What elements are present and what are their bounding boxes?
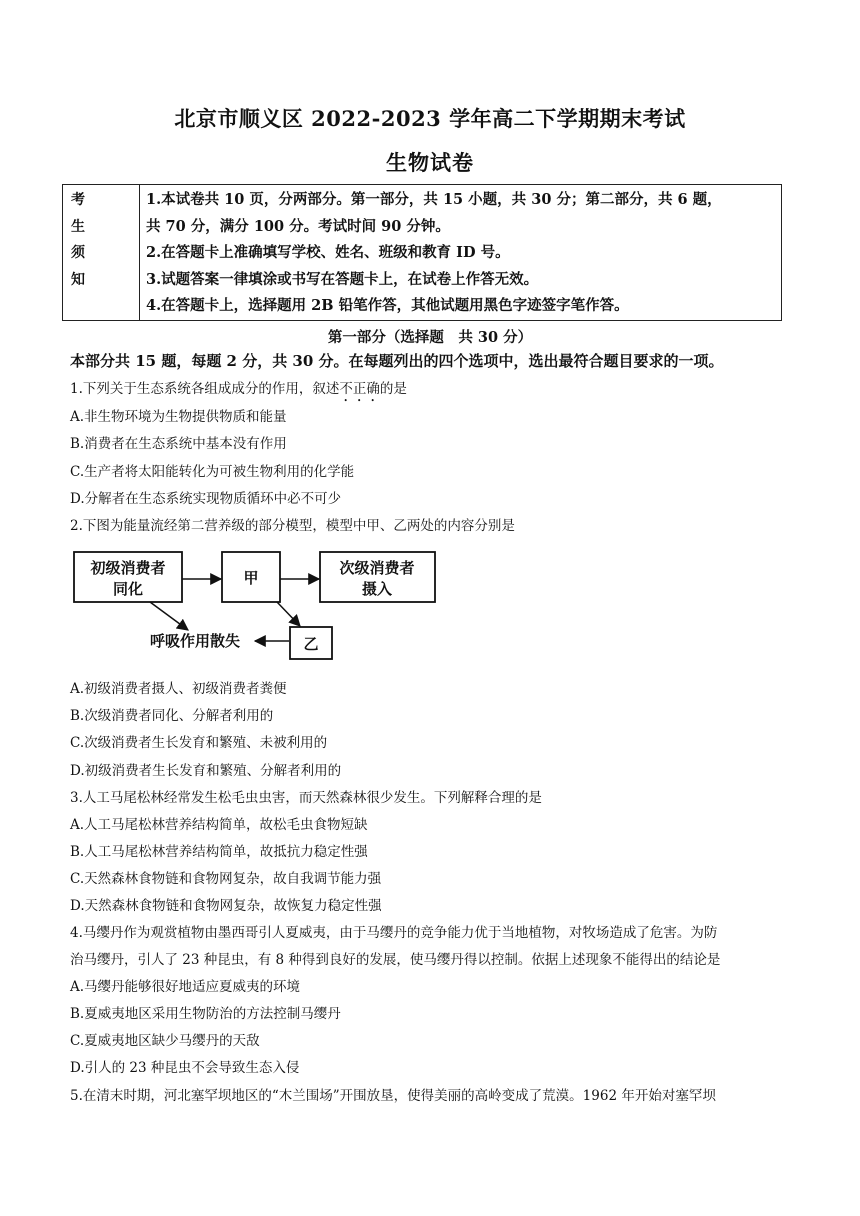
box-secondary-label-2: 摄入 <box>361 580 393 598</box>
q2-option-d: D.初级消费者生长发育和繁殖、分解者利用的 <box>70 763 342 779</box>
q5-stem-line-1: 5.在清末时期，河北塞罕坝地区的“木兰围场”开围放垦，使得美丽的高岭变成了荒漠。1962 年开始对塞罕坝 <box>70 1088 716 1104</box>
q2-option-c: C.次级消费者生长发育和繁殖、未被利用的 <box>70 735 328 751</box>
box-jia-label: 甲 <box>243 569 259 587</box>
arrow-to-respiration <box>150 602 188 630</box>
q1-option-b: B.消费者在生态系统中基本没有作用 <box>70 436 287 452</box>
q1-option-a: A.非生物环境为生物提供物质和能量 <box>70 409 287 425</box>
q1-stem <box>70 377 407 405</box>
section-heading: 第一部分（选择题 共 30 分） <box>327 329 533 346</box>
section-intro: 本部分共 15 题，每题 2 分，共 30 分。在每题列出的四个选项中，选出最符合题目要求的一项。 <box>70 352 724 370</box>
q4-option-c: C.夏威夷地区缺少马缨丹的天敌 <box>70 1033 260 1049</box>
box-yi-label: 乙 <box>303 635 319 653</box>
q2-stem: 2.下图为能量流经第二营养级的部分模型，模型中甲、乙两处的内容分别是 <box>70 518 515 534</box>
exam-title: 北京市顺义区 2022-2023 学年高二下学期期末考试 <box>174 106 686 131</box>
q1-stem-before: 1.下列关于生态系统各组成成分的作用，叙述 <box>70 381 340 397</box>
exam-subtitle: 生物试卷 <box>386 150 474 175</box>
q2-option-a: A.初级消费者摄人、初级消费者粪便 <box>70 681 287 697</box>
q4-option-a: A.马缨丹能够很好地适应夏威夷的环境 <box>70 979 301 995</box>
notice-side-char: 知 <box>71 271 85 288</box>
box-primary-label-1: 初级消费者 <box>90 559 166 577</box>
box-secondary-label-1: 次级消费者 <box>339 559 415 577</box>
notice-side-char: 生 <box>71 218 85 235</box>
q1-stem-emphasis: 不正确 <box>339 381 380 397</box>
notice-rule: 4.在答题卡上，选择题用 2B 铅笔作答，其他试题用黑色字迹签字笔作答。 <box>146 297 629 314</box>
q4-option-b: B.夏威夷地区采用生物防治的方法控制马缨丹 <box>70 1006 341 1022</box>
q1-stem-after: 的是 <box>379 381 407 397</box>
q1-option-d: D.分解者在生态系统实现物质循环中必不可少 <box>70 491 342 507</box>
energy-flow-diagram <box>72 542 442 662</box>
exam-notice-box <box>62 184 782 321</box>
notice-rule: 2.在答题卡上准确填写学校、姓名、班级和教育 ID 号。 <box>146 244 510 261</box>
notice-rule: 共 70 分，满分 100 分。考试时间 90 分钟。 <box>146 217 450 235</box>
notice-side-label <box>63 185 140 321</box>
q4-stem-line-2: 治马缨丹，引人了 23 种昆虫，有 8 种得到良好的发展，使马缨丹得以控制。依据上述现象不能得出的结论是 <box>70 952 721 968</box>
notice-rules <box>140 185 782 321</box>
q3-option-d: D.天然森林食物链和食物网复杂，故恢复力稳定性强 <box>70 898 382 914</box>
notice-rule: 1.本试卷共 10 页，分两部分。第一部分，共 15 小题，共 30 分；第二部分，共 6 题， <box>146 191 722 208</box>
q3-option-b: B.人工马尾松林营养结构简单，故抵抗力稳定性强 <box>70 844 368 860</box>
q3-option-c: C.天然森林食物链和食物网复杂，故自我调节能力强 <box>70 871 382 887</box>
box-primary-label-2: 同化 <box>112 580 144 598</box>
notice-side-char: 须 <box>71 245 85 261</box>
respiration-loss-label: 呼吸作用散失 <box>150 632 241 650</box>
q3-stem: 3.人工马尾松林经常发生松毛虫虫害，而天然森林很少发生。下列解释合理的是 <box>70 790 542 806</box>
notice-side-char: 考 <box>71 192 85 208</box>
q4-stem-line-1: 4.马缨丹作为观赏植物由墨西哥引人夏威夷，由于马缨丹的竞争能力优于当地植物，对牧场造成了危害。为防 <box>70 925 718 941</box>
q3-option-a: A.人工马尾松林营养结构简单，故松毛虫食物短缺 <box>70 817 368 833</box>
notice-rule: 3.试题答案一律填涂或书写在答题卡上，在试卷上作答无效。 <box>146 270 539 288</box>
q4-option-d: D.引人的 23 种昆虫不会导致生态入侵 <box>70 1060 300 1076</box>
q1-option-c: C.生产者将太阳能转化为可被生物利用的化学能 <box>70 464 355 480</box>
arrow-to-yi <box>277 602 300 626</box>
q2-option-b: B.次级消费者同化、分解者利用的 <box>70 708 274 724</box>
